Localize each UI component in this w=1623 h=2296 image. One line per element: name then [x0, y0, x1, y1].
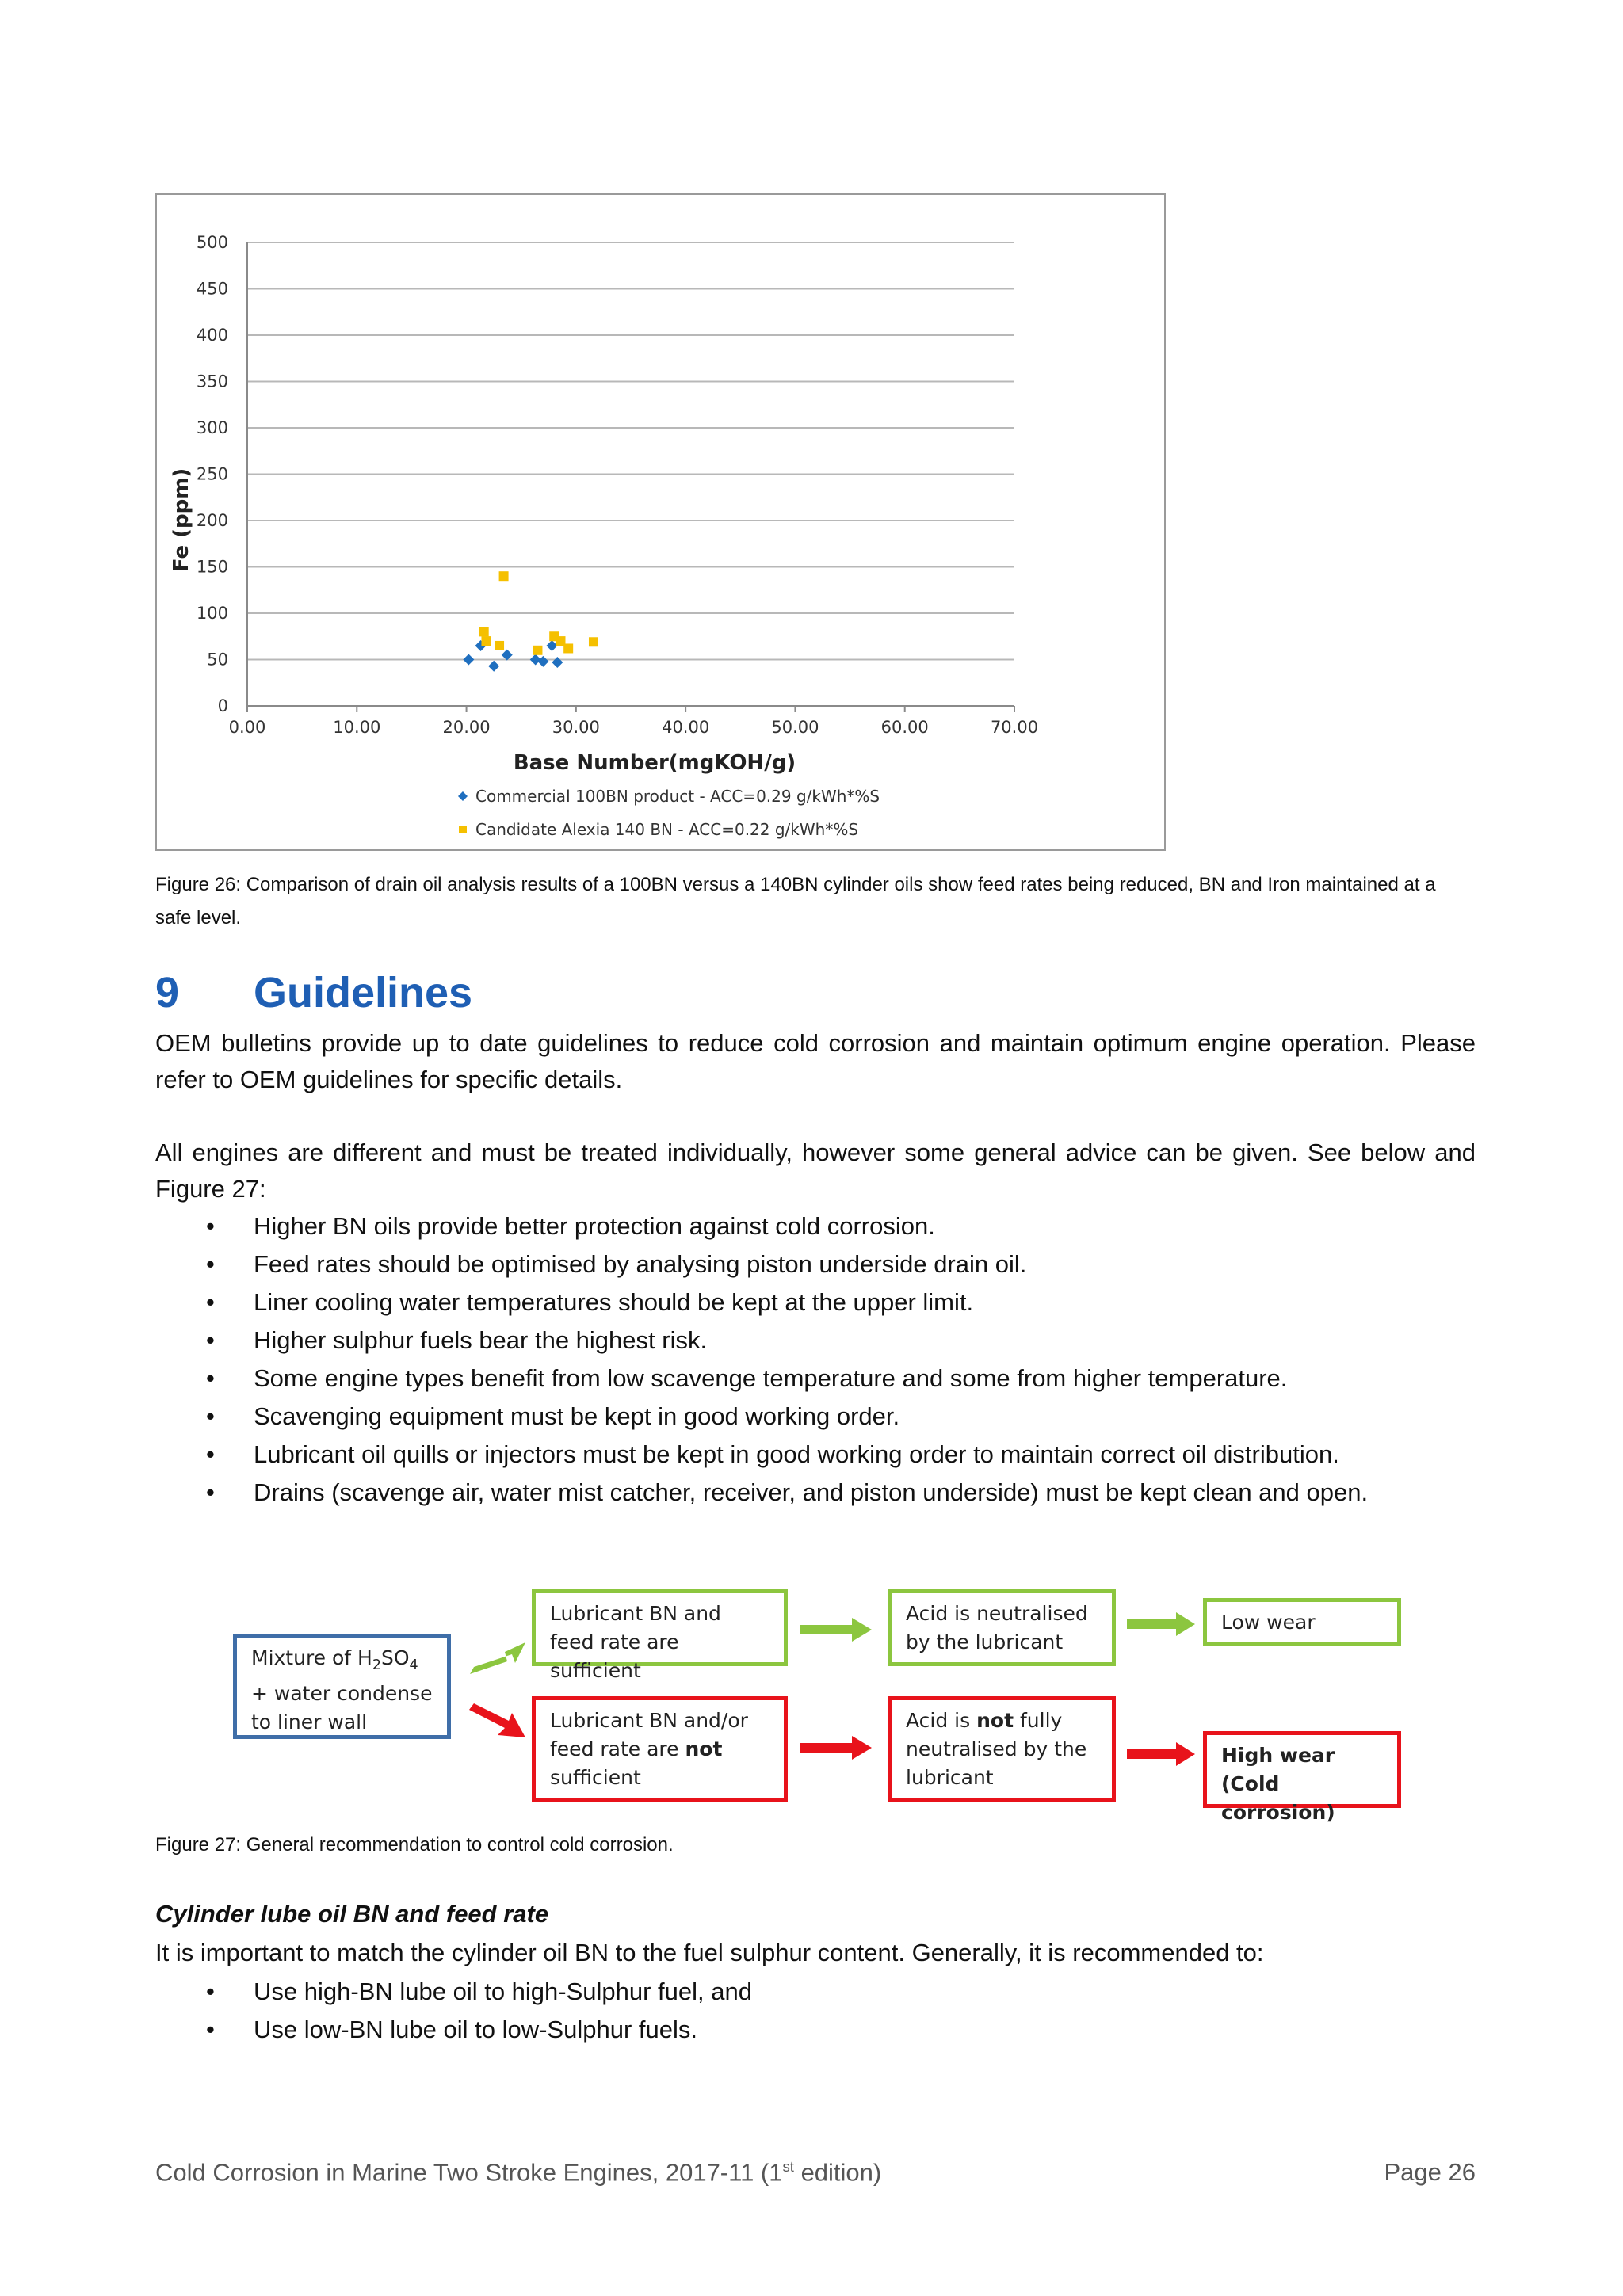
figure-27-caption: Figure 27: General recommendation to control cold corrosion.: [155, 1834, 674, 1855]
data-point-series-2: [479, 627, 489, 636]
bullet-icon: •: [206, 1326, 215, 1354]
list-item: • Some engine types benefit from low scavenge temperature and some from higher temperature.: [155, 1360, 1476, 1398]
data-point-series-2: [589, 637, 598, 646]
list-item: • Liner cooling water temperatures should be kept at the upper limit.: [155, 1283, 1476, 1322]
x-tick-label: 10.00: [333, 718, 381, 737]
y-tick-label: 100: [196, 604, 228, 623]
data-point-series-1: [537, 656, 548, 667]
y-tick-label: 300: [196, 418, 228, 437]
data-point-series-2: [481, 636, 491, 646]
page-number: Page 26: [1384, 2158, 1476, 2186]
legend-marker: [459, 826, 467, 833]
bullet-icon: •: [206, 2016, 215, 2043]
legend-entry: Commercial 100BN product - ACC=0.29 g/kWh*%S: [475, 787, 880, 806]
x-axis-label: Base Number(mgKOH/g): [513, 751, 796, 775]
data-point-series-1: [546, 640, 557, 651]
y-tick-label: 150: [196, 557, 228, 577]
y-tick-label: 250: [196, 464, 228, 484]
list-item: • Feed rates should be optimised by analysing piston underside drain oil.: [155, 1245, 1476, 1283]
list-item: • Higher BN oils provide better protection against cold corrosion.: [155, 1207, 1476, 1245]
condensation-box: Mixture of $H_2SO_4$ + water condense to liner wall: [233, 1634, 451, 1739]
x-tick-label: 60.00: [880, 718, 929, 737]
arrow-right-icon: [800, 1736, 872, 1760]
x-tick-label: 70.00: [990, 718, 1039, 737]
y-tick-label: 0: [217, 696, 228, 715]
bn-matching-paragraph: It is important to match the cylinder oil BN to the fuel sulphur content. Generally, it is recommended to:: [155, 1939, 1264, 1966]
section-heading: [155, 968, 472, 1017]
list-item: • Use high-BN lube oil to high-Sulphur fuel, and: [155, 1973, 1476, 2011]
high-wear-box: High wear (Cold corrosion): [1203, 1731, 1401, 1808]
x-tick-label: 40.00: [662, 718, 710, 737]
x-tick-label: 20.00: [442, 718, 491, 737]
footer-title: Cold Corrosion in Marine Two Stroke Engines, 2017-11 (1st edition): [155, 2158, 882, 2187]
x-tick-label: 0.00: [228, 718, 266, 737]
y-tick-label: 200: [196, 511, 228, 530]
list-item: • Higher sulphur fuels bear the highest risk.: [155, 1322, 1476, 1360]
fe-vs-bn-scatter-plot: [157, 195, 1164, 849]
bullet-icon: •: [206, 1288, 215, 1316]
bullet-icon: •: [206, 1978, 215, 2005]
arrow-right-icon: [1127, 1742, 1195, 1766]
bullet-icon: •: [206, 1402, 215, 1430]
section-title: Guidelines: [254, 969, 473, 1016]
acid-not-neutralised-box: Acid is not fully neutralised by the lubricant: [888, 1696, 1116, 1802]
legend-marker: [458, 791, 468, 801]
bullet-icon: •: [206, 1440, 215, 1468]
fig26-chart: [155, 193, 1166, 851]
data-point-series-1: [552, 657, 563, 668]
y-tick-label: 500: [196, 233, 228, 252]
insufficient-bn-box: Lubricant BN and/or feed rate are not sufficient: [532, 1696, 788, 1802]
data-point-series-2: [533, 646, 542, 655]
bullet-icon: •: [206, 1212, 215, 1240]
list-item: • Use low-BN lube oil to low-Sulphur fuels.: [155, 2011, 1476, 2049]
list-item: • Lubricant oil quills or injectors must be kept in good working order to maintain correct oil distribution.: [155, 1436, 1476, 1474]
general-advice-paragraph: All engines are different and must be treated individually, however some general advice can be given. See below and Figure 27:: [155, 1138, 1476, 1203]
y-tick-label: 50: [207, 650, 228, 669]
bn-recommendation-list: [155, 1973, 1476, 2049]
y-tick-label: 400: [196, 326, 228, 345]
data-point-series-2: [495, 641, 504, 650]
x-tick-label: 30.00: [552, 718, 600, 737]
arrow-down-right-icon: [469, 1703, 525, 1737]
low-wear-box: Low wear: [1203, 1598, 1401, 1646]
oem-guidelines-paragraph: OEM bulletins provide up to date guidelines to reduce cold corrosion and maintain optimum engine operation. Please refer to OEM guidelines for specific details.: [155, 1029, 1476, 1093]
data-point-series-2: [563, 643, 573, 653]
arrow-right-icon: [1127, 1612, 1195, 1636]
data-point-series-1: [463, 654, 474, 666]
data-point-series-1: [530, 654, 541, 666]
figure-26-caption: Figure 26: Comparison of drain oil analysis results of a 100BN versus a 140BN cylinder oils show feed rates being reduced, BN and Iron maintained at a safe level.: [155, 874, 1436, 929]
data-point-series-1: [488, 661, 499, 672]
data-point-series-2: [499, 571, 509, 581]
bullet-icon: •: [206, 1364, 215, 1392]
sufficient-bn-box: Lubricant BN and feed rate are sufficient: [532, 1589, 788, 1666]
acid-neutralised-box: Acid is neutralised by the lubricant: [888, 1589, 1116, 1666]
bullet-icon: •: [206, 1250, 215, 1278]
arrow-right-icon: [800, 1618, 872, 1642]
guidelines-bullet-list: [155, 1207, 1476, 1511]
y-tick-label: 450: [196, 279, 228, 299]
subsection-heading: Cylinder lube oil BN and feed rate: [155, 1900, 549, 1928]
y-axis-label: Fe (ppm): [170, 467, 193, 573]
bullet-icon: •: [206, 1478, 215, 1506]
x-tick-label: 50.00: [771, 718, 819, 737]
legend-entry: Candidate Alexia 140 BN - ACC=0.22 g/kWh*%S: [475, 820, 859, 839]
list-item: • Scavenging equipment must be kept in good working order.: [155, 1398, 1476, 1436]
list-item: • Drains (scavenge air, water mist catcher, receiver, and piston underside) must be kept clean and open.: [155, 1474, 1476, 1511]
y-tick-label: 350: [196, 372, 228, 391]
section-number: 9: [155, 969, 180, 1016]
arrow-up-right-icon: [470, 1642, 525, 1674]
